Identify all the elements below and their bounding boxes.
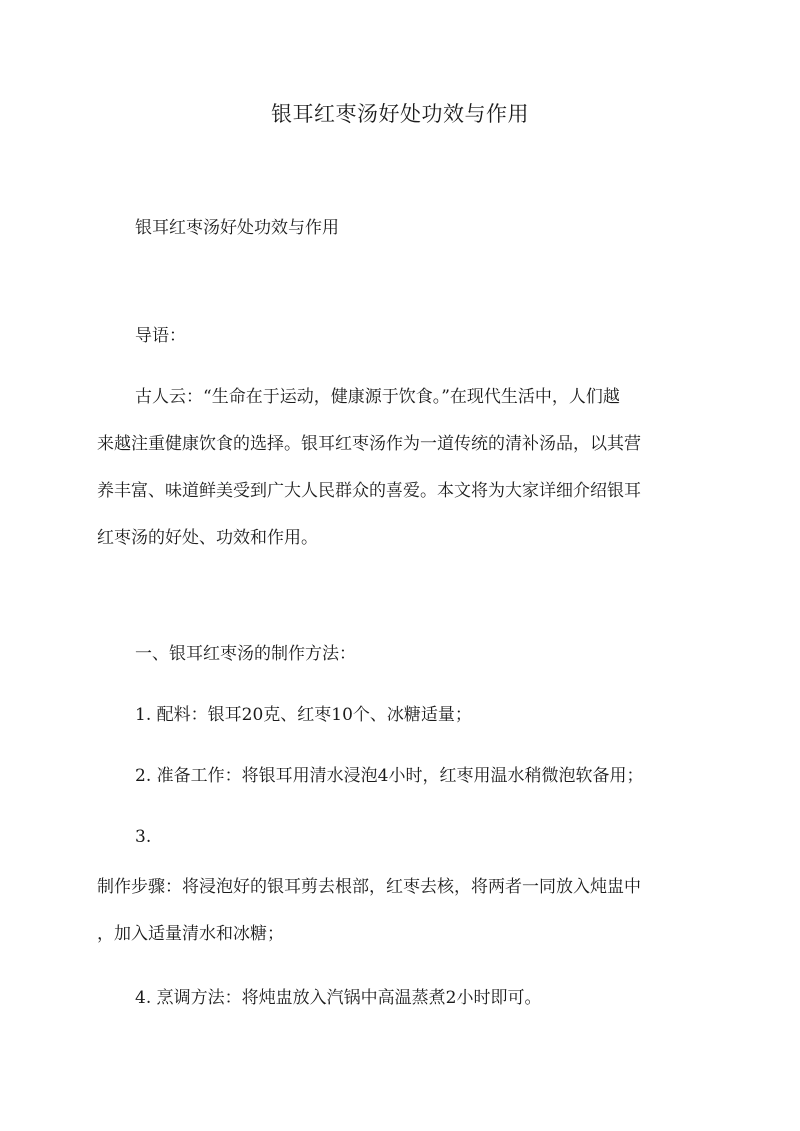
intro-line: 养丰富、味道鲜美受到广大人民群众的喜爱。本文将为大家详细介绍银耳	[97, 481, 641, 501]
document-title: 银耳红枣汤好处功效与作用	[271, 102, 529, 126]
document-subtitle: 银耳红枣汤好处功效与作用	[135, 218, 339, 238]
section-heading: 一、银耳红枣汤的制作方法：	[135, 644, 356, 664]
intro-label: 导语：	[135, 326, 186, 346]
intro-line: 来越注重健康饮食的选择。银耳红枣汤作为一道传统的清补汤品，以其营	[97, 434, 641, 454]
intro-line: 古人云：“生命在于运动，健康源于饮食。”在现代生活中，人们越	[135, 387, 620, 407]
intro-paragraph	[97, 386, 712, 574]
step-2: 2. 准备工作：将银耳用清水浸泡4小时，红枣用温水稍微泡软备用；	[135, 766, 644, 786]
step-3-line: ，加入适量清水和冰糖；	[97, 924, 284, 944]
step-1: 1. 配料：银耳20克、红枣10个、冰糖适量；	[135, 705, 472, 725]
step-3-number: 3.	[135, 827, 152, 847]
step-4: 4. 烹调方法：将炖盅放入汽锅中高温蒸煮2小时即可。	[135, 988, 542, 1008]
step-3-line: 制作步骤：将浸泡好的银耳剪去根部，红枣去核，将两者一同放入炖盅中	[97, 877, 641, 897]
intro-line: 红枣汤的好处、功效和作用。	[97, 528, 318, 548]
step-3-text	[97, 876, 712, 970]
